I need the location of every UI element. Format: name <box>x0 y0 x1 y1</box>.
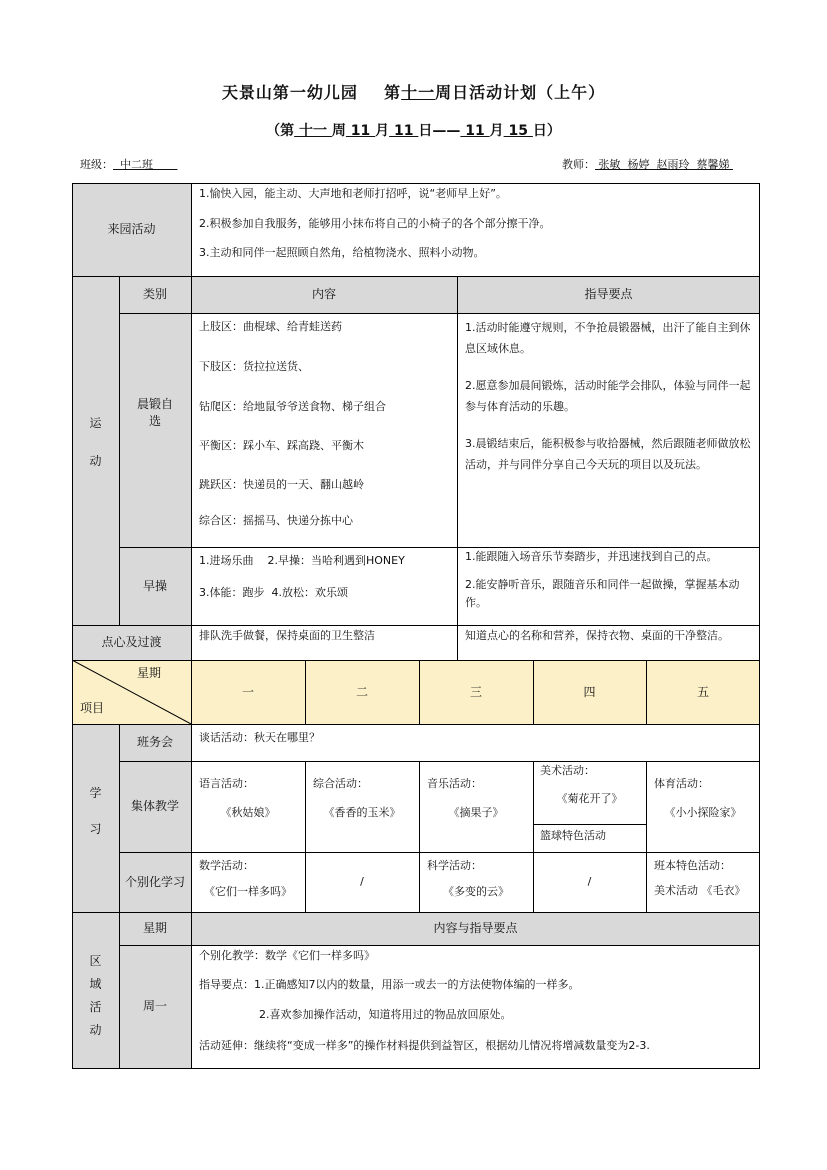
sport-label-1: 运 <box>89 415 102 430</box>
snack-guide: 知道点心的名称和营养，保持衣物、桌面的干净整洁。 <box>465 629 729 642</box>
area-label-1: 区 <box>89 953 102 968</box>
class-meeting-label: 班务会 <box>136 735 173 750</box>
study-label-2: 习 <box>89 821 102 836</box>
morning-content: 上肢区：曲棍球、给青蛙送药 <box>199 320 342 333</box>
day-header: 四 <box>583 684 596 699</box>
area-col-content: 内容与指导要点 <box>433 921 518 936</box>
area-col-weekday: 星期 <box>142 921 167 936</box>
area-label-4: 动 <box>89 1022 102 1037</box>
indiv-activity-name: / <box>360 875 364 889</box>
morning-content: 下肢区：货拉拉送货、 <box>199 360 309 373</box>
indiv-activity-name: 《多变的云》 <box>443 885 509 899</box>
group-teaching-label: 集体教学 <box>130 799 179 814</box>
weekday-header: 星期 <box>137 666 162 680</box>
exercise-guide: 1.能跟随入场音乐节奏踏步，并迅速找到自己的点。 <box>465 550 718 563</box>
day-header: 二 <box>355 684 368 699</box>
individual-learning-label: 个别化学习 <box>124 874 185 889</box>
morning-content: 跳跃区：快递员的一天、翻山越岭 <box>199 478 364 491</box>
page-title: 天景山第一幼儿园 第十一周日活动计划（上午） <box>221 83 606 102</box>
class-info: 班级： 中二班 <box>80 158 178 171</box>
arrival-item: 3.主动和同伴一起照顾自然角，给植物浇水、照料小动物。 <box>199 246 485 259</box>
indiv-activity-type: 科学活动： <box>427 859 482 872</box>
day-header: 一 <box>241 684 254 699</box>
indiv-activity-type: 班本特色活动： <box>654 859 731 872</box>
morning-content: 钻爬区：给地鼠爷爷送食物、梯子组合 <box>199 400 386 413</box>
indiv-activity-name: / <box>587 875 592 889</box>
area-label-2: 域 <box>89 976 102 991</box>
arrival-item: 1.愉快入园，能主动、大声地和老师打招呼，说“老师早上好”。 <box>199 187 507 200</box>
area-day-label: 周一 <box>142 999 167 1014</box>
indiv-activity-name: 《它们一样多吗》 <box>204 885 292 899</box>
group-activity-type: 美术活动： <box>540 764 595 777</box>
exercise-label: 早操 <box>142 578 167 593</box>
area-line: 指导要点：1.正确感知7以内的数量，用添一或去一的方法使物体编的一样多。 <box>199 978 580 991</box>
snack-content: 排队洗手做餐，保持桌面的卫生整洁 <box>199 629 375 642</box>
morning-content: 平衡区：踩小车、踩高跷、平衡木 <box>199 439 364 452</box>
day-header: 三 <box>469 684 482 699</box>
arrival-label: 来园活动 <box>107 222 156 237</box>
group-activity-name: 《摘果子》 <box>448 806 504 820</box>
group-activity-type: 语言活动： <box>199 777 254 790</box>
morning-guide: 3.晨锻结束后，能积极参与收拾器械，然后跟随老师做放松活动，并与同伴分享自己今天玩的项目以及玩法。 <box>465 437 751 471</box>
snack-label: 点心及过渡 <box>101 635 162 650</box>
exercise-content: 3.体能：跑步 4.放松：欢乐颂 <box>199 586 348 599</box>
group-activity-extra: 篮球特色活动 <box>540 829 606 842</box>
col-guide: 指导要点 <box>584 287 633 302</box>
sport-label-2: 动 <box>89 453 102 468</box>
morning-content: 综合区：摇摇马、快递分拣中心 <box>199 514 353 527</box>
area-line: 2.喜欢参加操作活动，知道将用过的物品放回原处。 <box>259 1008 512 1021</box>
group-activity-name: 《小小探险家》 <box>664 806 742 820</box>
group-activity-type: 音乐活动： <box>427 777 482 790</box>
exercise-guide: 2.能安静听音乐，跟随音乐和同伴一起做操，掌握基本动作。 <box>465 578 740 609</box>
group-activity-type: 体育活动： <box>654 777 709 790</box>
group-activity-type: 综合活动： <box>313 777 368 790</box>
col-category: 类别 <box>142 287 167 302</box>
item-header: 项目 <box>80 701 105 715</box>
col-content: 内容 <box>311 287 336 302</box>
day-header: 五 <box>696 684 709 699</box>
group-activity-name: 《秋姑娘》 <box>220 806 276 820</box>
group-activity-name: 《香香的玉米》 <box>323 806 401 820</box>
class-meeting-content: 谈话活动：秋天在哪里？ <box>199 731 320 744</box>
area-label-3: 活 <box>89 999 102 1014</box>
indiv-activity-name: 美术活动 《毛衣》 <box>654 884 746 897</box>
study-label-1: 学 <box>89 785 102 800</box>
morning-guide: 1.活动时能遵守规则，不争抢晨锻器械，出汗了能自主到休息区域休息。 <box>465 321 751 355</box>
group-activity-name: 《菊花开了》 <box>556 792 623 806</box>
exercise-content: 1.进场乐曲 2.早操：当哈利遇到HONEY <box>199 554 405 567</box>
date-range: （第 十一 周 11 月 11 日—— 11 月 15 日） <box>266 123 561 139</box>
area-line: 活动延伸：继续将“变成一样多”的操作材料提供到益智区，根据幼儿情况将增减数量变为2-3. <box>199 1039 650 1052</box>
plan-table <box>72 183 760 1069</box>
arrival-item: 2.积极参加自我服务，能够用小抹布将自己的小椅子的各个部分擦干净。 <box>199 217 551 230</box>
morning-guide: 2.愿意参加晨间锻炼，活动时能学会排队，体验与同伴一起参与体育活动的乐趣。 <box>465 379 751 413</box>
area-line: 个别化教学：数学《它们一样多吗》 <box>199 949 375 962</box>
teacher-info: 教师： 张敏 杨婷 赵雨玲 蔡馨娣 <box>562 158 733 171</box>
indiv-activity-type: 数学活动： <box>199 859 254 872</box>
morning-label: 晨锻自选 <box>136 397 173 428</box>
